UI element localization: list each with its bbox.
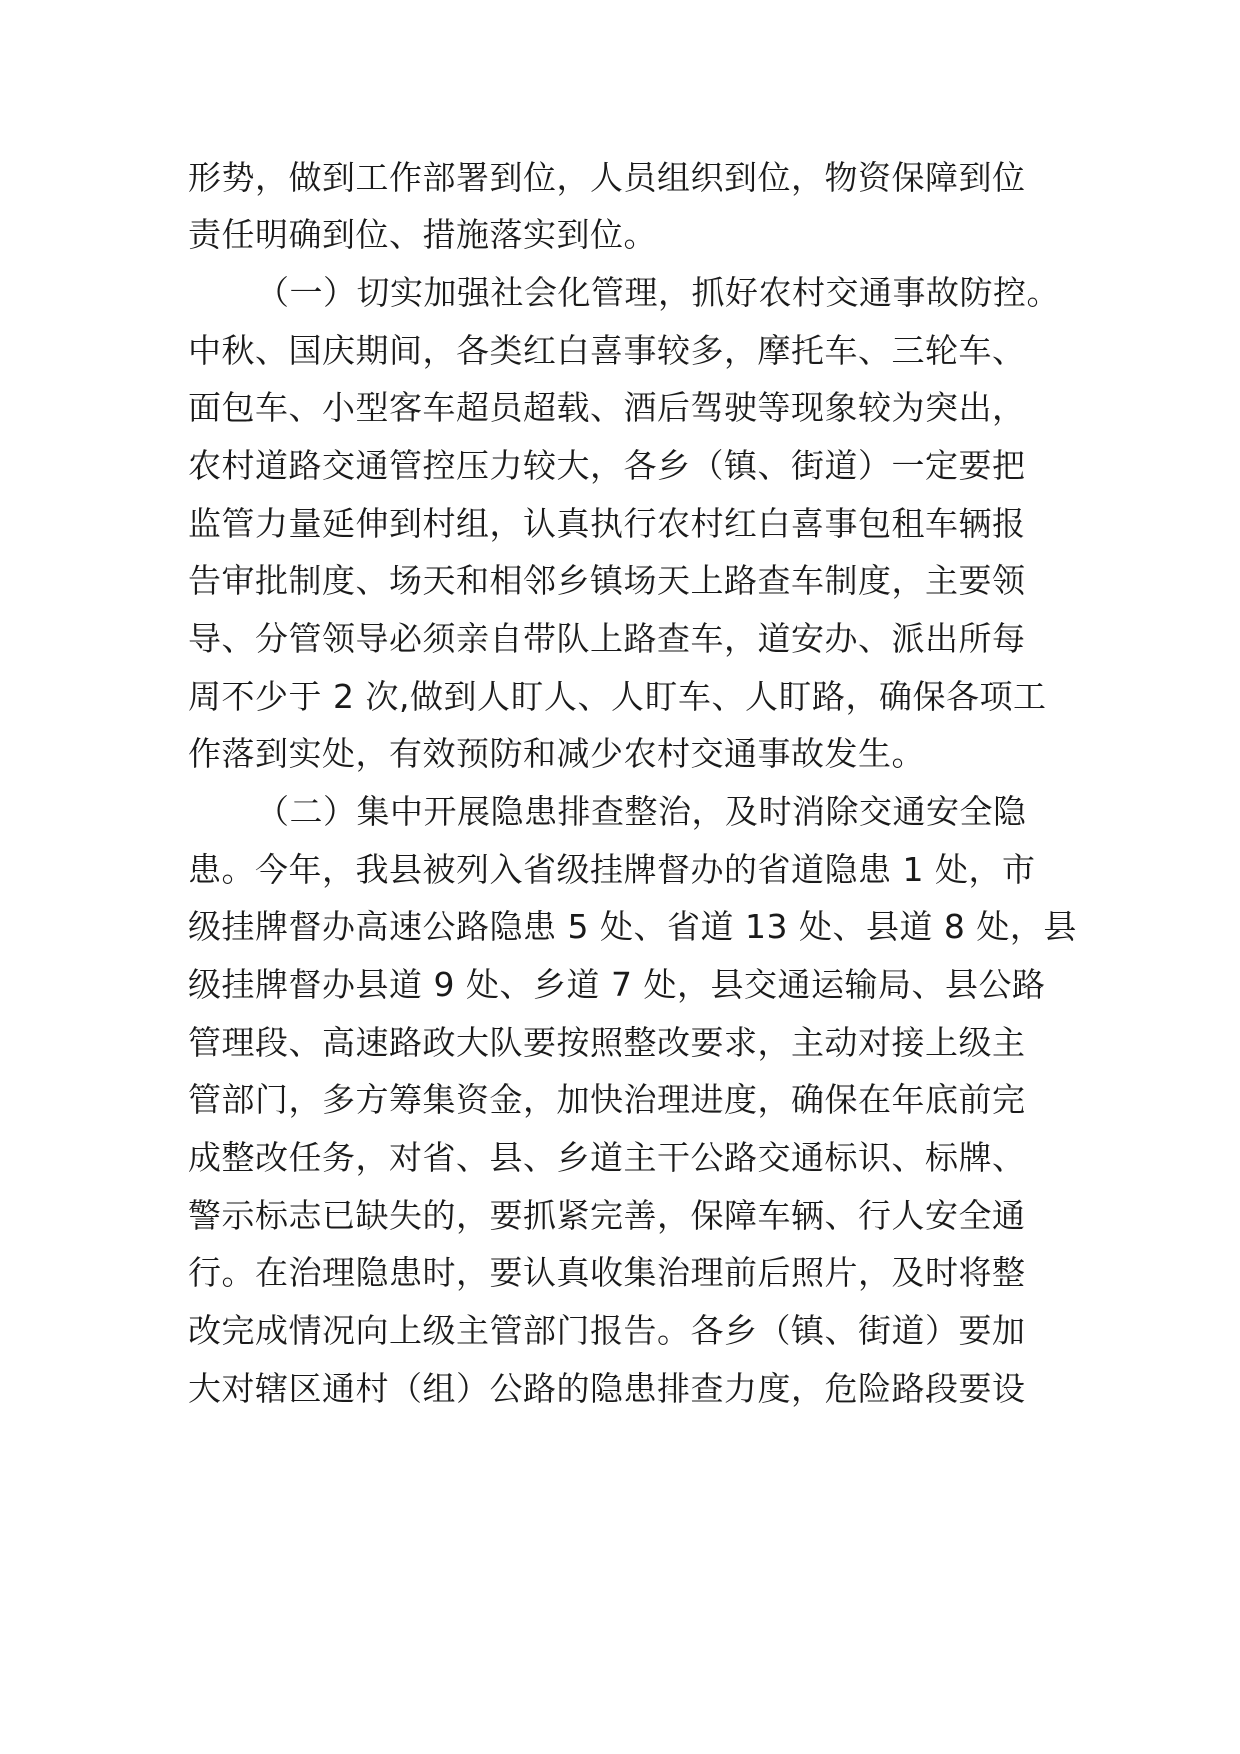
text-line: 面包车、小型客车超员超载、酒后驾驶等现象较为突出， bbox=[188, 388, 1026, 427]
text-line: 周不少于 2 次,做到人盯人、人盯车、人盯路，确保各项工 bbox=[188, 677, 1047, 716]
text-line: 大对辖区通村（组）公路的隐患排查力度，危险路段要设 bbox=[188, 1369, 1026, 1408]
text-line: 告审批制度、场天和相邻乡镇场天上路查车制度，主要领 bbox=[188, 561, 1026, 600]
text-line: 警示标志已缺失的，要抓紧完善，保障车辆、行人安全通 bbox=[188, 1196, 1026, 1235]
text-line: 管部门，多方筹集资金，加快治理进度，确保在年底前完 bbox=[188, 1080, 1026, 1119]
paragraph-heading-2: （二）集中开展隐患排查整治，及时消除交通安全隐 bbox=[256, 792, 1027, 831]
text-line: 责任明确到位、措施落实到位。 bbox=[188, 215, 657, 254]
text-line: 成整改任务，对省、县、乡道主干公路交通标识、标牌、 bbox=[188, 1138, 1026, 1177]
text-line: 级挂牌督办县道 9 处、乡道 7 处，县交通运输局、县公路 bbox=[188, 965, 1046, 1004]
text-line: 中秋、国庆期间，各类红白喜事较多，摩托车、三轮车、 bbox=[188, 331, 1026, 370]
text-line: 农村道路交通管控压力较大，各乡（镇、街道）一定要把 bbox=[188, 446, 1026, 485]
text-line: 改完成情况向上级主管部门报告。各乡（镇、街道）要加 bbox=[188, 1311, 1026, 1350]
text-line: 管理段、高速路政大队要按照整改要求，主动对接上级主 bbox=[188, 1023, 1026, 1062]
text-line: 级挂牌督办高速公路隐患 5 处、省道 13 处、县道 8 处，县 bbox=[188, 907, 1077, 946]
text-line: 导、分管领导必须亲自带队上路查车，道安办、派出所每 bbox=[188, 619, 1026, 658]
paragraph-heading-1: （一）切实加强社会化管理，抓好农村交通事故防控。 bbox=[256, 273, 1060, 312]
text-line: 监管力量延伸到村组，认真执行农村红白喜事包租车辆报 bbox=[188, 504, 1026, 543]
text-line: 患。今年，我县被列入省级挂牌督办的省道隐患 1 处，市 bbox=[188, 850, 1036, 889]
text-line: 作落到实处，有效预防和减少农村交通事故发生。 bbox=[188, 734, 925, 773]
text-line: 形势，做到工作部署到位，人员组织到位，物资保障到位 bbox=[188, 158, 1026, 197]
text-line: 行。在治理隐患时，要认真收集治理前后照片，及时将整 bbox=[188, 1253, 1026, 1292]
